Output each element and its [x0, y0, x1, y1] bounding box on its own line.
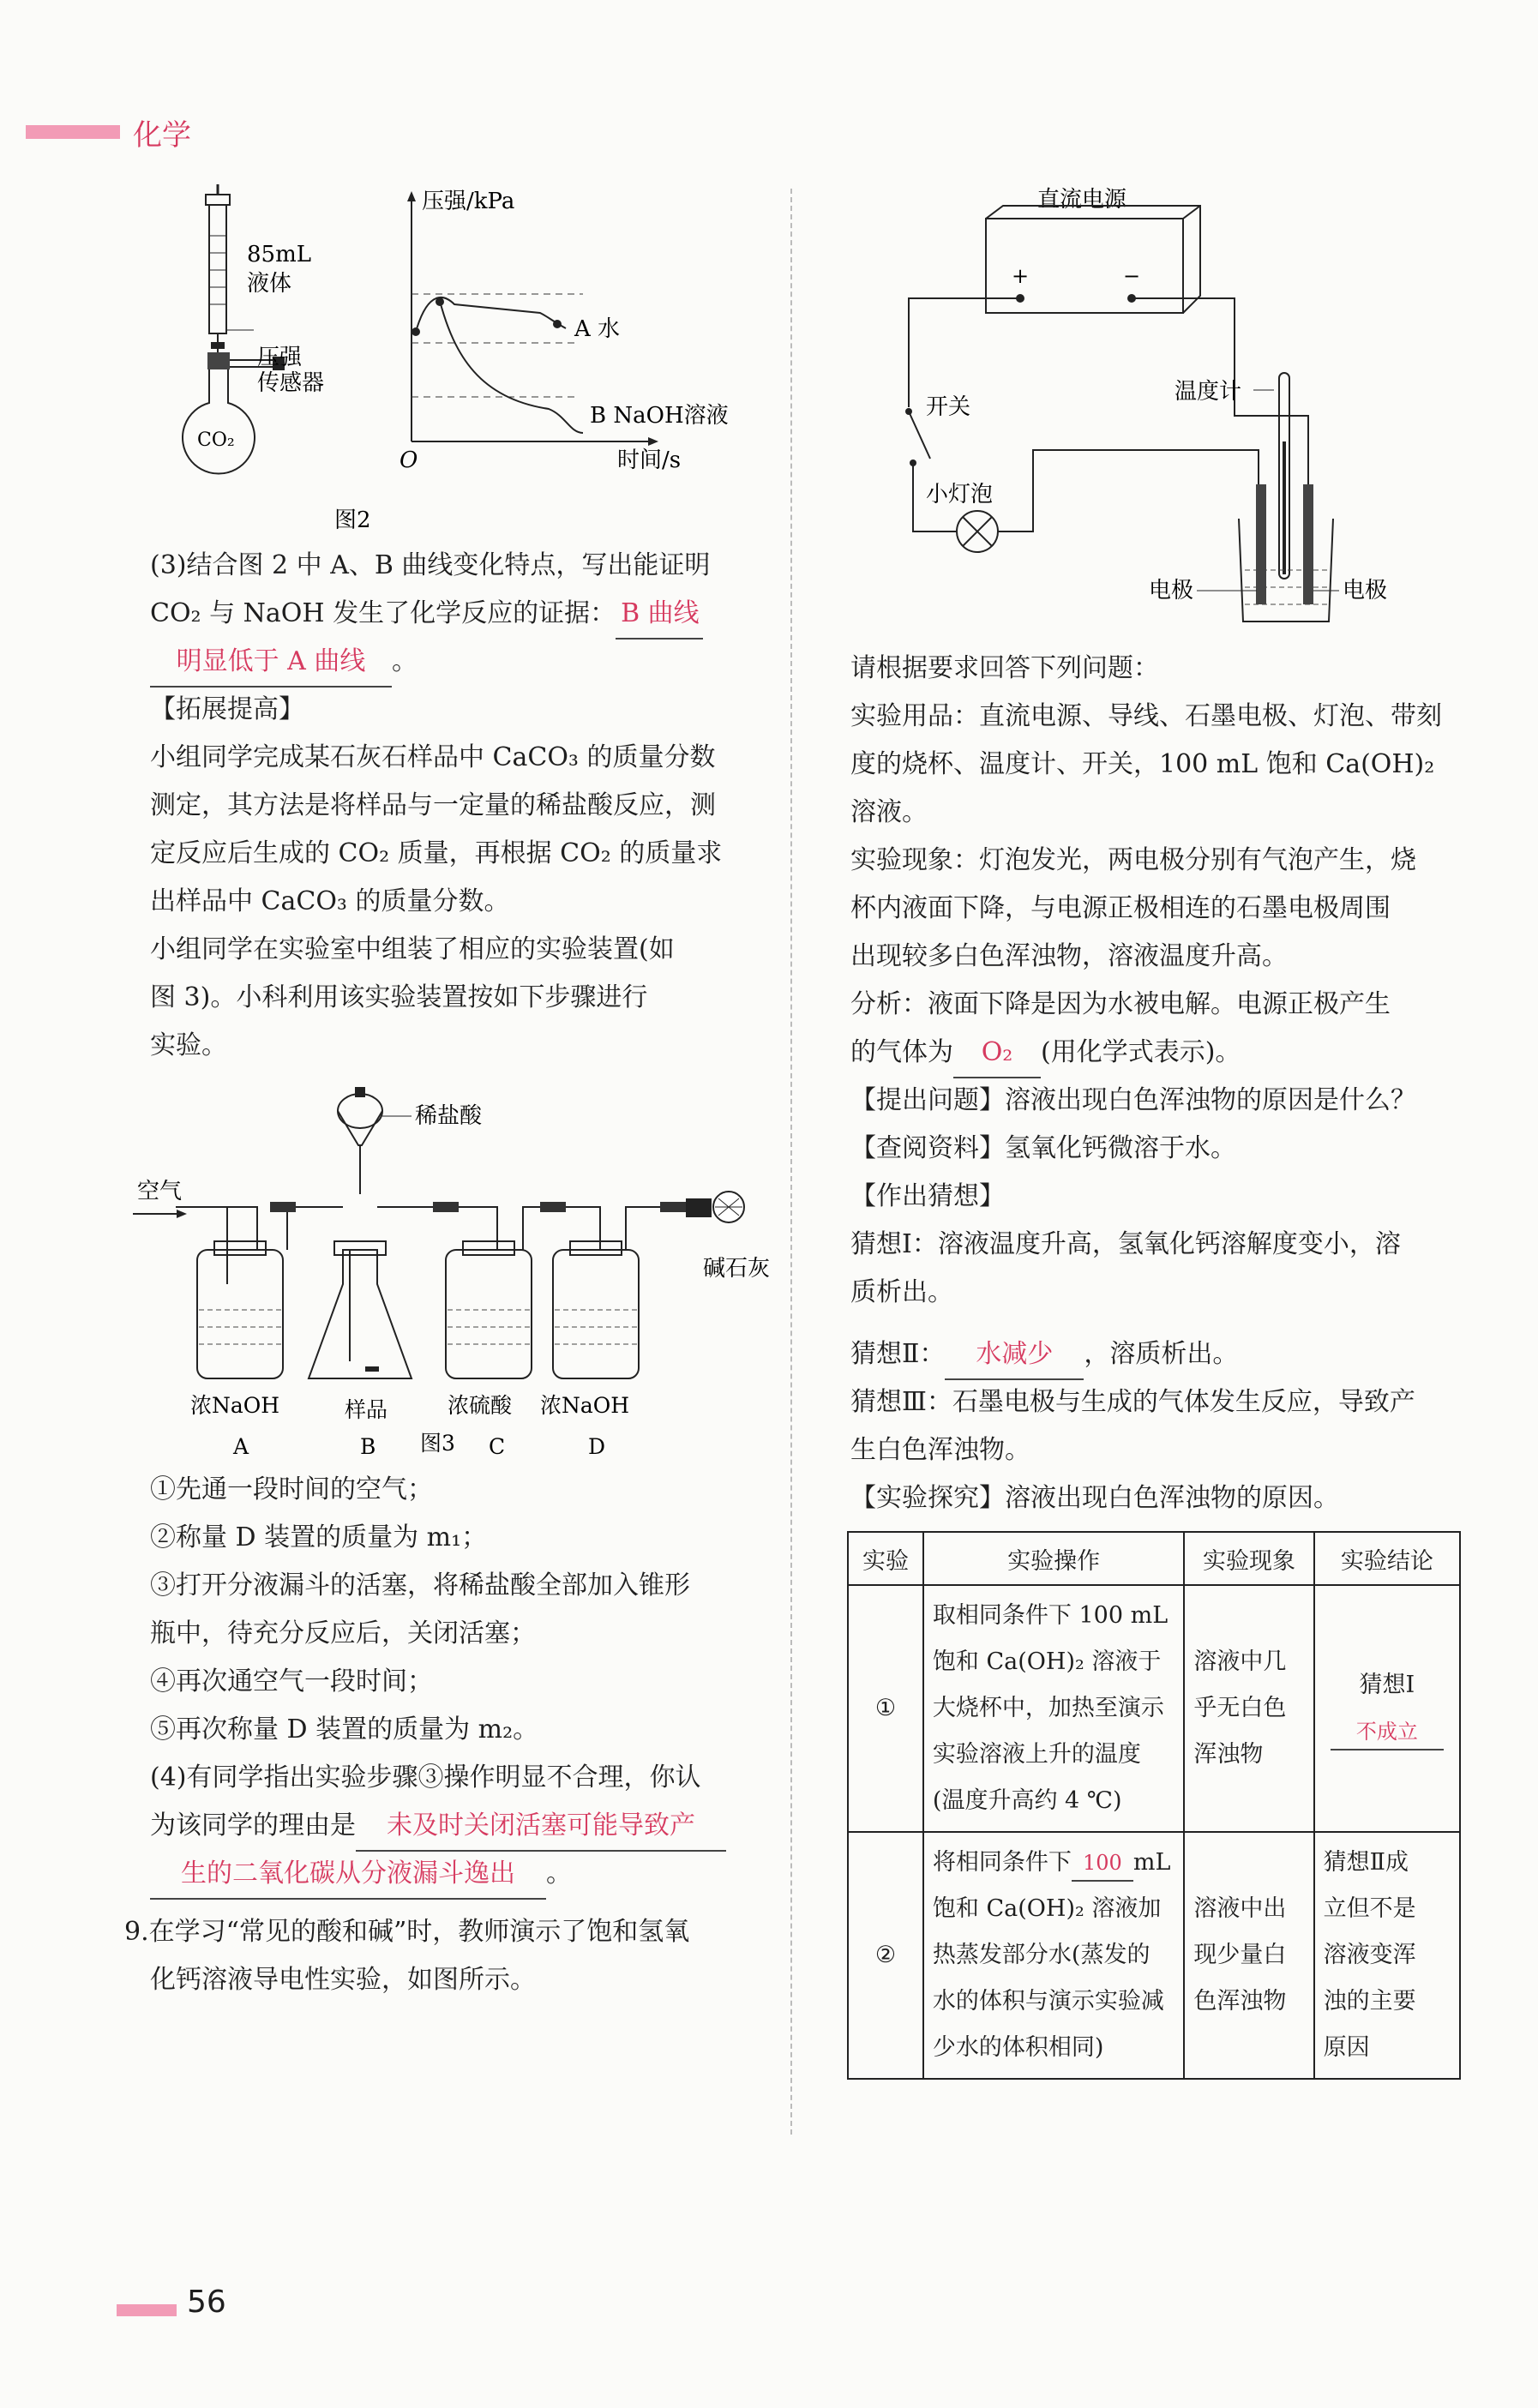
hypothesis-3-line1: 猜想Ⅲ：石墨电极与生成的气体发生反应，导致产	[850, 1387, 1415, 1417]
header-operation: 实验操作	[923, 1532, 1184, 1585]
svg-text:A 水: A 水	[574, 316, 621, 342]
para1-line4: 出样品中 CaCO₃ 的质量分数。	[150, 886, 510, 916]
footer-bar	[117, 2304, 177, 2316]
analysis-line1: 分析：液面下降是因为水被电解。电源正极产生	[850, 989, 1391, 1019]
figure-2	[171, 184, 789, 544]
svg-text:样品: 样品	[345, 1397, 388, 1422]
para2-line1: 小组同学在实验室中组装了相应的实验装置(如	[150, 934, 675, 964]
svg-text:+: +	[1012, 264, 1030, 288]
explore-line: 【实验探究】溶液出现白色浑浊物的原因。	[850, 1483, 1339, 1513]
svg-text:直流电源: 直流电源	[1037, 187, 1127, 213]
co2-flask-label: CO₂	[197, 429, 235, 451]
phenomena-line3: 出现较多白色浑浊物，溶液温度升高。	[850, 941, 1288, 971]
hypothesis-2-answer: 水减少	[945, 1330, 1084, 1380]
q4-answer-2: 生的二氧化碳从分液漏斗逸出	[150, 1850, 546, 1900]
phenomena-line1: 实验现象：灯泡发光，两电极分别有气泡产生，烧	[850, 845, 1416, 875]
supplies-line3: 溶液。	[850, 797, 928, 827]
svg-text:液体: 液体	[247, 271, 292, 297]
row1-number: ①	[848, 1585, 923, 1832]
experiment-table	[847, 1531, 1461, 2080]
hypothesis-3-line2: 生白色浑浊物。	[850, 1435, 1030, 1465]
svg-text:稀盐酸: 稀盐酸	[415, 1103, 483, 1129]
row2-conclusion: 猜想Ⅱ成 立但不是 溶液变浑 浊的主要 原因	[1314, 1832, 1460, 2079]
svg-text:浓NaOH: 浓NaOH	[540, 1393, 630, 1418]
q3-line2: CO₂ 与 NaOH 发生了化学反应的证据： B 曲线	[150, 590, 703, 640]
q4-line3: 生的二氧化碳从分液漏斗逸出 。	[150, 1850, 572, 1900]
row2-volume-answer: 100	[1072, 1846, 1133, 1882]
row1-operation: 取相同条件下 100 mL 饱和 Ca(OH)₂ 溶液于 大烧杯中，加热至演示 实验溶液上升的温度 (温度升高约 4 ℃)	[923, 1585, 1184, 1832]
row1-phenomenon: 溶液中几 乎无白色 浑浊物	[1184, 1585, 1313, 1832]
q9-line1: 9.在学习“常见的酸和碱”时，教师演示了饱和氢氧	[124, 1917, 690, 1947]
reference-line: 【查阅资料】氢氧化钙微溶于水。	[850, 1133, 1236, 1163]
svg-text:小灯泡: 小灯泡	[926, 482, 994, 507]
svg-text:开关: 开关	[926, 394, 971, 420]
svg-text:B: B	[360, 1434, 376, 1456]
svg-text:电极: 电极	[1149, 578, 1194, 604]
analysis-answer: O₂	[953, 1029, 1041, 1078]
para1-line3: 定反应后生成的 CO₂ 质量，再根据 CO₂ 的质量求	[150, 838, 723, 868]
header-phenomenon: 实验现象	[1184, 1532, 1313, 1585]
svg-text:图3: 图3	[420, 1431, 455, 1456]
circuit-figure	[892, 184, 1457, 634]
q3-answer-1: B 曲线	[616, 590, 703, 640]
svg-text:电极: 电极	[1343, 578, 1388, 604]
row1-conclusion: 猜想Ⅰ 不成立	[1314, 1585, 1460, 1832]
header-experiment: 实验	[848, 1532, 923, 1585]
page-number: 56	[187, 2285, 226, 2320]
column-divider	[790, 189, 792, 2135]
step-4: ④再次通空气一段时间；	[150, 1666, 433, 1696]
table-header-row	[848, 1532, 1460, 1585]
para1-line2: 测定，其方法是将样品与一定量的稀盐酸反应，测	[150, 790, 716, 820]
q4-line1: (4)有同学指出实验步骤③操作明显不合理，你认	[150, 1762, 701, 1792]
row2-operation: 将相同条件下 100 mL 饱和 Ca(OH)₂ 溶液加 热蒸发部分水(蒸发的 水的体积与演示实验减 少水的体积相同)	[923, 1832, 1184, 2079]
svg-text:−: −	[1123, 264, 1141, 288]
svg-text:85mL: 85mL	[247, 242, 312, 267]
para2-line3: 实验。	[150, 1030, 227, 1060]
svg-text:D: D	[588, 1434, 606, 1456]
step-2: ②称量 D 装置的质量为 m₁；	[150, 1522, 488, 1552]
table-row	[848, 1832, 1460, 2079]
hypothesis-title: 【作出猜想】	[850, 1181, 1005, 1211]
hypothesis-1-line2: 质析出。	[850, 1277, 953, 1307]
analysis-line2: 的气体为 O₂ (用化学式表示)。	[850, 1029, 1241, 1078]
subject-title: 化学	[133, 118, 191, 153]
hypothesis-2: 猜想Ⅱ： 水减少 ，溶质析出。	[850, 1330, 1238, 1380]
svg-text:B NaOH溶液: B NaOH溶液	[590, 403, 729, 429]
q3-line1: (3)结合图 2 中 A、B 曲线变化特点，写出能证明	[150, 550, 711, 580]
extension-title: 【拓展提高】	[150, 694, 304, 724]
intro-text: 请根据要求回答下列问题：	[850, 653, 1159, 683]
q3-line3: 明显低于 A 曲线 。	[150, 638, 418, 688]
svg-text:O: O	[400, 447, 418, 473]
step-5: ⑤再次称量 D 装置的质量为 m₂。	[150, 1714, 539, 1744]
svg-text:A: A	[233, 1434, 249, 1456]
header-conclusion: 实验结论	[1314, 1532, 1460, 1585]
para1-line1: 小组同学完成某石灰石样品中 CaCO₃ 的质量分数	[150, 742, 716, 772]
svg-text:浓硫酸: 浓硫酸	[448, 1393, 513, 1418]
q3-answer-2: 明显低于 A 曲线	[150, 638, 392, 688]
svg-text:空气: 空气	[137, 1179, 183, 1204]
phenomena-line2: 杯内液面下降，与电源正极相连的石墨电极周围	[850, 893, 1391, 923]
svg-text:浓NaOH: 浓NaOH	[190, 1393, 280, 1418]
header-bar	[26, 125, 120, 139]
step-3-line1: ③打开分液漏斗的活塞，将稀盐酸全部加入锥形	[150, 1570, 690, 1600]
question-line: 【提出问题】溶液出现白色浑浊物的原因是什么？	[850, 1085, 1416, 1115]
q9-line2: 化钙溶液导电性实验，如图所示。	[150, 1965, 536, 1995]
figure-3	[129, 1078, 789, 1456]
svg-text:C: C	[489, 1434, 506, 1456]
step-3-line2: 瓶中，待充分反应后，关闭活塞；	[150, 1618, 536, 1648]
svg-text:时间/s: 时间/s	[617, 447, 682, 473]
hypothesis-1-line1: 猜想Ⅰ：溶液温度升高，氢氧化钙溶解度变小，溶	[850, 1229, 1401, 1259]
supplies-line2: 度的烧杯、温度计、开关，100 mL 饱和 Ca(OH)₂	[850, 749, 1435, 779]
para2-line2: 图 3)。小科利用该实验装置按如下步骤进行	[150, 982, 648, 1012]
supplies-line1: 实验用品：直流电源、导线、石墨电极、灯泡、带刻	[850, 701, 1442, 731]
svg-text:压强/kPa: 压强/kPa	[422, 189, 515, 214]
svg-text:图2: 图2	[334, 507, 371, 533]
row1-conclusion-answer: 不成立	[1331, 1714, 1444, 1750]
table-row	[848, 1585, 1460, 1832]
step-1: ①先通一段时间的空气；	[150, 1474, 433, 1504]
q4-answer-1: 未及时关闭活塞可能导致产	[356, 1802, 726, 1852]
svg-text:压强: 压强	[257, 345, 303, 370]
q4-line2: 为该同学的理由是 未及时关闭活塞可能导致产	[150, 1802, 726, 1852]
svg-text:传感器: 传感器	[257, 370, 325, 396]
svg-text:温度计: 温度计	[1175, 379, 1242, 405]
svg-text:碱石灰: 碱石灰	[703, 1256, 771, 1282]
row2-phenomenon: 溶液中出 现少量白 色浑浊物	[1184, 1832, 1313, 2079]
row2-number: ②	[848, 1832, 923, 2079]
